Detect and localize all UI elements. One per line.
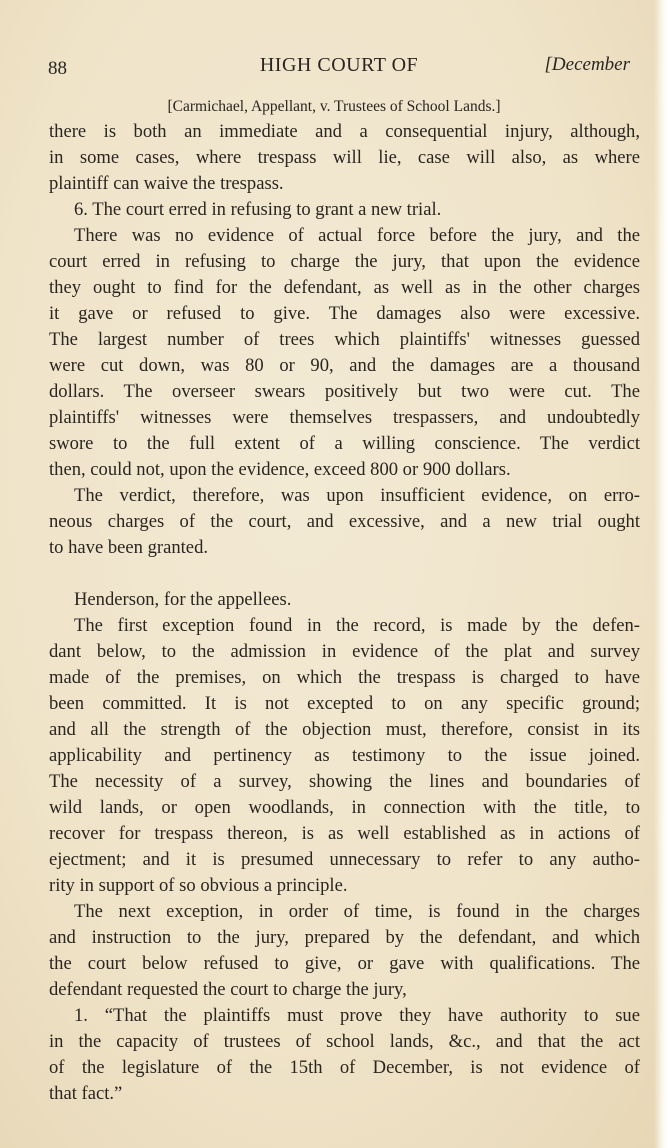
text-line: swore to the full extent of a willing conscience. The verdict (49, 433, 640, 454)
running-title: HIGH COURT OF (259, 54, 419, 76)
text-line: recover for trespass thereon, is as well established as in actions of (49, 823, 640, 844)
text-line: 1. “That the plaintiffs must prove they have authority to sue (74, 1005, 640, 1026)
running-head (48, 54, 630, 82)
text-line: ejectment; and it is presumed unnecessary to refer to any autho- (49, 849, 640, 870)
text-line: plaintiff can waive the trespass. (49, 173, 284, 194)
running-month: [December (544, 54, 630, 75)
text-line: there is both an immediate and a consequential injury, although, (49, 121, 640, 142)
case-caption: [Carmichael, Appellant, v. Trustees of School Lands.] (167, 98, 501, 115)
body-text (49, 119, 640, 1107)
text-line: of the legislature of the 15th of December, is not evidence of (49, 1057, 640, 1078)
page-edge (654, 0, 668, 1148)
text-line: court erred in refusing to charge the jury, that upon the evidence (49, 251, 640, 272)
text-line: neous charges of the court, and excessive, and a new trial ought (49, 511, 640, 532)
paragraph (49, 613, 640, 899)
text-line: The verdict, therefore, was upon insufficient evidence, on erro- (74, 485, 640, 506)
paragraph-gap (49, 561, 640, 587)
text-line: wild lands, or open woodlands, in connection with the title, to (49, 797, 640, 818)
text-line: in the capacity of trustees of school lands, &c., and that the act (49, 1031, 640, 1052)
text-line: Henderson, for the appellees. (74, 589, 292, 610)
text-line: 6. The court erred in refusing to grant a new trial. (74, 199, 442, 220)
text-line: in some cases, where trespass will lie, case will also, as where (49, 147, 640, 168)
text-line: rity in support of so obvious a principle. (49, 875, 348, 896)
text-line: to have been granted. (49, 537, 209, 558)
paragraph (49, 197, 640, 223)
paragraph (49, 587, 640, 613)
text-line: dollars. The overseer swears positively but two were cut. The (49, 381, 640, 402)
paragraph (49, 119, 640, 197)
text-line: applicability and pertinency as testimony to the issue joined. (49, 745, 640, 766)
text-line: then, could not, upon the evidence, exceed 800 or 900 dollars. (49, 459, 511, 480)
text-line: defendant requested the court to charge the jury, (49, 979, 407, 1000)
text-line: made of the premises, on which the trespass is charged to have (49, 667, 640, 688)
text-line: that fact.” (49, 1083, 123, 1104)
text-line: The next exception, in order of time, is found in the charges (74, 901, 640, 922)
text-line: There was no evidence of actual force before the jury, and the (74, 225, 640, 246)
text-line: the court below refused to give, or gave with qualifications. The (49, 953, 640, 974)
paragraph (49, 223, 640, 483)
text-line: been committed. It is not excepted to on any specific ground; (49, 693, 640, 714)
text-line: were cut down, was 80 or 90, and the damages are a thousand (49, 355, 640, 376)
text-line: The necessity of a survey, showing the lines and boundaries of (49, 771, 640, 792)
text-line: and instruction to the jury, prepared by the defendant, and which (49, 927, 640, 948)
paragraph (49, 483, 640, 561)
text-line: The first exception found in the record, is made by the defen- (74, 615, 640, 636)
text-line: they ought to find for the defendant, as well as in the other charges (49, 277, 640, 298)
text-line: The largest number of trees which plaintiffs' witnesses guessed (49, 329, 640, 350)
text-line: it gave or refused to give. The damages also were excessive. (49, 303, 640, 324)
paragraph (49, 1003, 640, 1107)
paragraph (49, 899, 640, 1003)
text-line: dant below, to the admission in evidence of the plat and survey (49, 641, 640, 662)
text-line: and all the strength of the objection must, therefore, consist in its (49, 719, 640, 740)
page-number: 88 (48, 58, 67, 79)
text-line: plaintiffs' witnesses were themselves trespassers, and undoubtedly (49, 407, 640, 428)
